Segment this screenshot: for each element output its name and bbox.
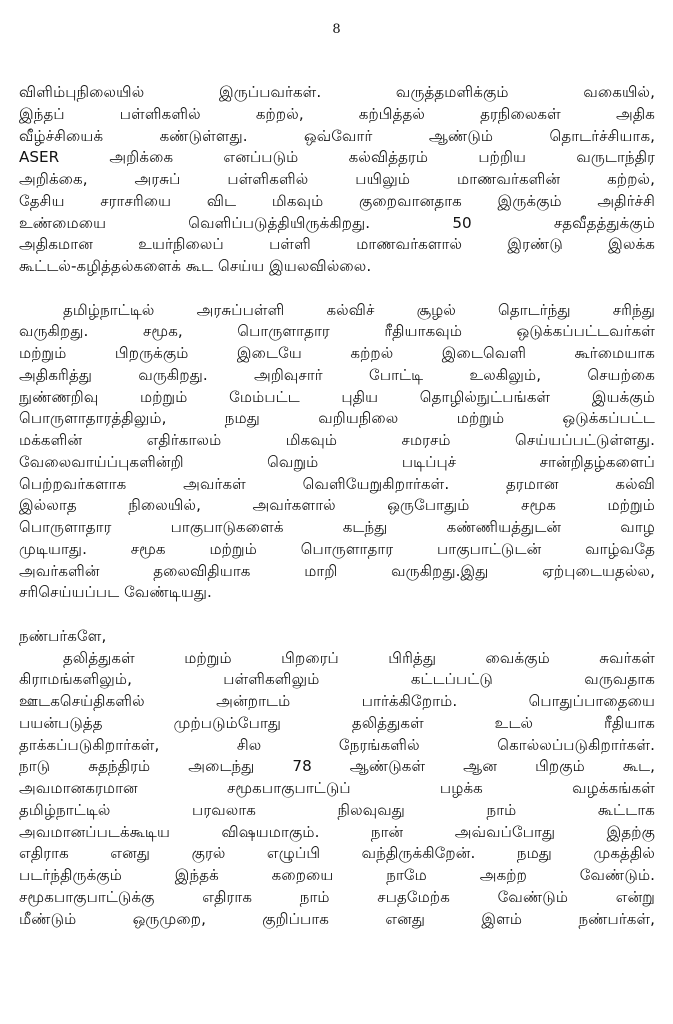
text-line: நாடு சுதந்திரம் அடைந்து 78 ஆண்டுகள் ஆன பிறகும் கூட,: [19, 757, 655, 776]
document-body: [19, 82, 655, 930]
text-line: தமிழ்நாட்டில் அரசுப்பள்ளி கல்விச் சூழல் தொடர்ந்து சரிந்து: [63, 300, 655, 319]
text-line: முடியாது. சமூக மற்றும் பொருளாதார பாகுபாட்டுடன் வாழ்வதே: [19, 539, 655, 558]
text-line: படர்ந்திருக்கும் இந்தக் கறையை நாமே அகற்ற வேண்டும்.: [19, 866, 655, 884]
text-line: வீழ்ச்சியைக் கண்டுள்ளது. ஒவ்வோர் ஆண்டும் தொடர்ச்சியாக,: [19, 126, 655, 145]
page-number: 8: [332, 22, 341, 37]
text-line: சமூகபாகுபாட்டுக்கு எதிராக நாம் சபதமேற்க வேண்டும் என்று: [19, 887, 655, 906]
text-line: இல்லாத நிலையில், அவர்களால் ஒருபோதும் சமூக மற்றும்: [19, 496, 655, 515]
text-line: மற்றும் பிறருக்கும் இடையே கற்றல் இடைவெளி கூர்மையாக: [19, 344, 655, 362]
text-line: சரிசெய்யப்பட வேண்டியது.: [19, 583, 212, 602]
text-line: தலித்துகள் மற்றும் பிறரைப் பிரித்து வைக்கும் சுவர்கள்: [63, 648, 655, 667]
text-line: வருகிறது. சமூக, பொருளாதார ரீதியாகவும் ஒடுக்கப்பட்டவர்கள்: [19, 322, 655, 341]
text-line: மீண்டும் ஒருமுறை, குறிப்பாக எனது இளம் நண்பர்கள்,: [19, 909, 655, 928]
text-line: பயன்படுத்த முற்படும்போது தலித்துகள் உடல் ரீதியாக: [19, 713, 655, 732]
text-line: ASER அறிக்கை எனப்படும் கல்வித்தரம் பற்றிய வருடாந்திர: [19, 148, 655, 167]
text-line: அதிகமான உயர்நிலைப் பள்ளி மாணவர்களால் இரண்டு இலக்க: [19, 235, 655, 254]
text-line: எதிராக எனது குரல் எழுப்பி வந்திருக்கிறேன். நமது முகத்தில்: [19, 844, 655, 863]
text-line: கூட்டல்-கழித்தல்களைக் கூட செய்ய இயலவில்லை.: [19, 257, 372, 275]
text-line: பொருளாதாரத்திலும், நமது வறியநிலை மற்றும் ஒடுக்கப்பட்ட: [19, 409, 655, 428]
text-line: அவமானப்படக்கூடிய விஷயமாகும். நான் அவ்வப்போது இதற்கு: [19, 822, 655, 841]
paragraph-2: [19, 300, 655, 605]
text-line: ஊடகசெய்திகளில் அன்றாடம் பார்க்கிறோம். பொதுப்பாதையை: [19, 692, 655, 710]
text-line: அவமானகரமான சமூகபாகுபாட்டுப் பழக்க வழக்கங்கள்: [19, 779, 655, 797]
paragraph-3: [19, 626, 655, 931]
text-line: தேசிய சராசரியை விட மிகவும் குறைவானதாக இருக்கும் அதிர்ச்சி: [19, 191, 655, 210]
text-line: மக்களின் எதிர்காலம் மிகவும் சமரசம் செய்யப்பட்டுள்ளது.: [19, 431, 655, 449]
text-line: விளிம்புநிலையில் இருப்பவர்கள். வருத்தமளிக்கும் வகையில்,: [19, 83, 655, 101]
text-line: அதிகரித்து வருகிறது. அறிவுசார் போட்டி உலகிலும், செயற்கை: [19, 365, 655, 384]
text-line: பொருளாதார பாகுபாடுகளைக் கடந்து கண்ணியத்துடன் வாழ: [19, 518, 655, 536]
text-line: வேலைவாய்ப்புகளின்றி வெறும் படிப்புச் சான்றிதழ்களைப்: [19, 452, 655, 471]
text-line: இந்தப் பள்ளிகளில் கற்றல், கற்பித்தல் தரநிலைகள் அதிக: [19, 104, 655, 123]
paragraph-gap: [19, 278, 655, 300]
text-line: நுண்ணறிவு மற்றும் மேம்பட்ட புதிய தொழில்நுட்பங்கள் இயக்கும்: [19, 387, 655, 406]
text-line: பெற்றவர்களாக அவர்கள் வெளியேறுகிறார்கள். தரமான கல்வி: [19, 474, 655, 493]
text-line: அவர்களின் தலைவிதியாக மாறி வருகிறது.இது ஏற்புடையதல்ல,: [19, 561, 655, 580]
text-line: கிராமங்களிலும், பள்ளிகளிலும் கட்டப்பட்டு வருவதாக: [19, 670, 655, 689]
text-line: தமிழ்நாட்டில் பரவலாக நிலவுவது நாம் கூட்டாக: [19, 800, 655, 819]
paragraph-gap: [19, 604, 655, 626]
text-line: தாக்கப்படுகிறார்கள், சில நேரங்களில் கொல்லப்படுகிறார்கள்.: [19, 735, 655, 754]
salutation: நண்பர்களே,: [19, 626, 107, 645]
text-line: உண்மையை வெளிப்படுத்தியிருக்கிறது. 50 சதவீதத்துக்கும்: [19, 213, 655, 232]
text-line: அறிக்கை, அரசுப் பள்ளிகளில் பயிலும் மாணவர்களின் கற்றல்,: [19, 170, 655, 188]
paragraph-1: [19, 82, 655, 278]
